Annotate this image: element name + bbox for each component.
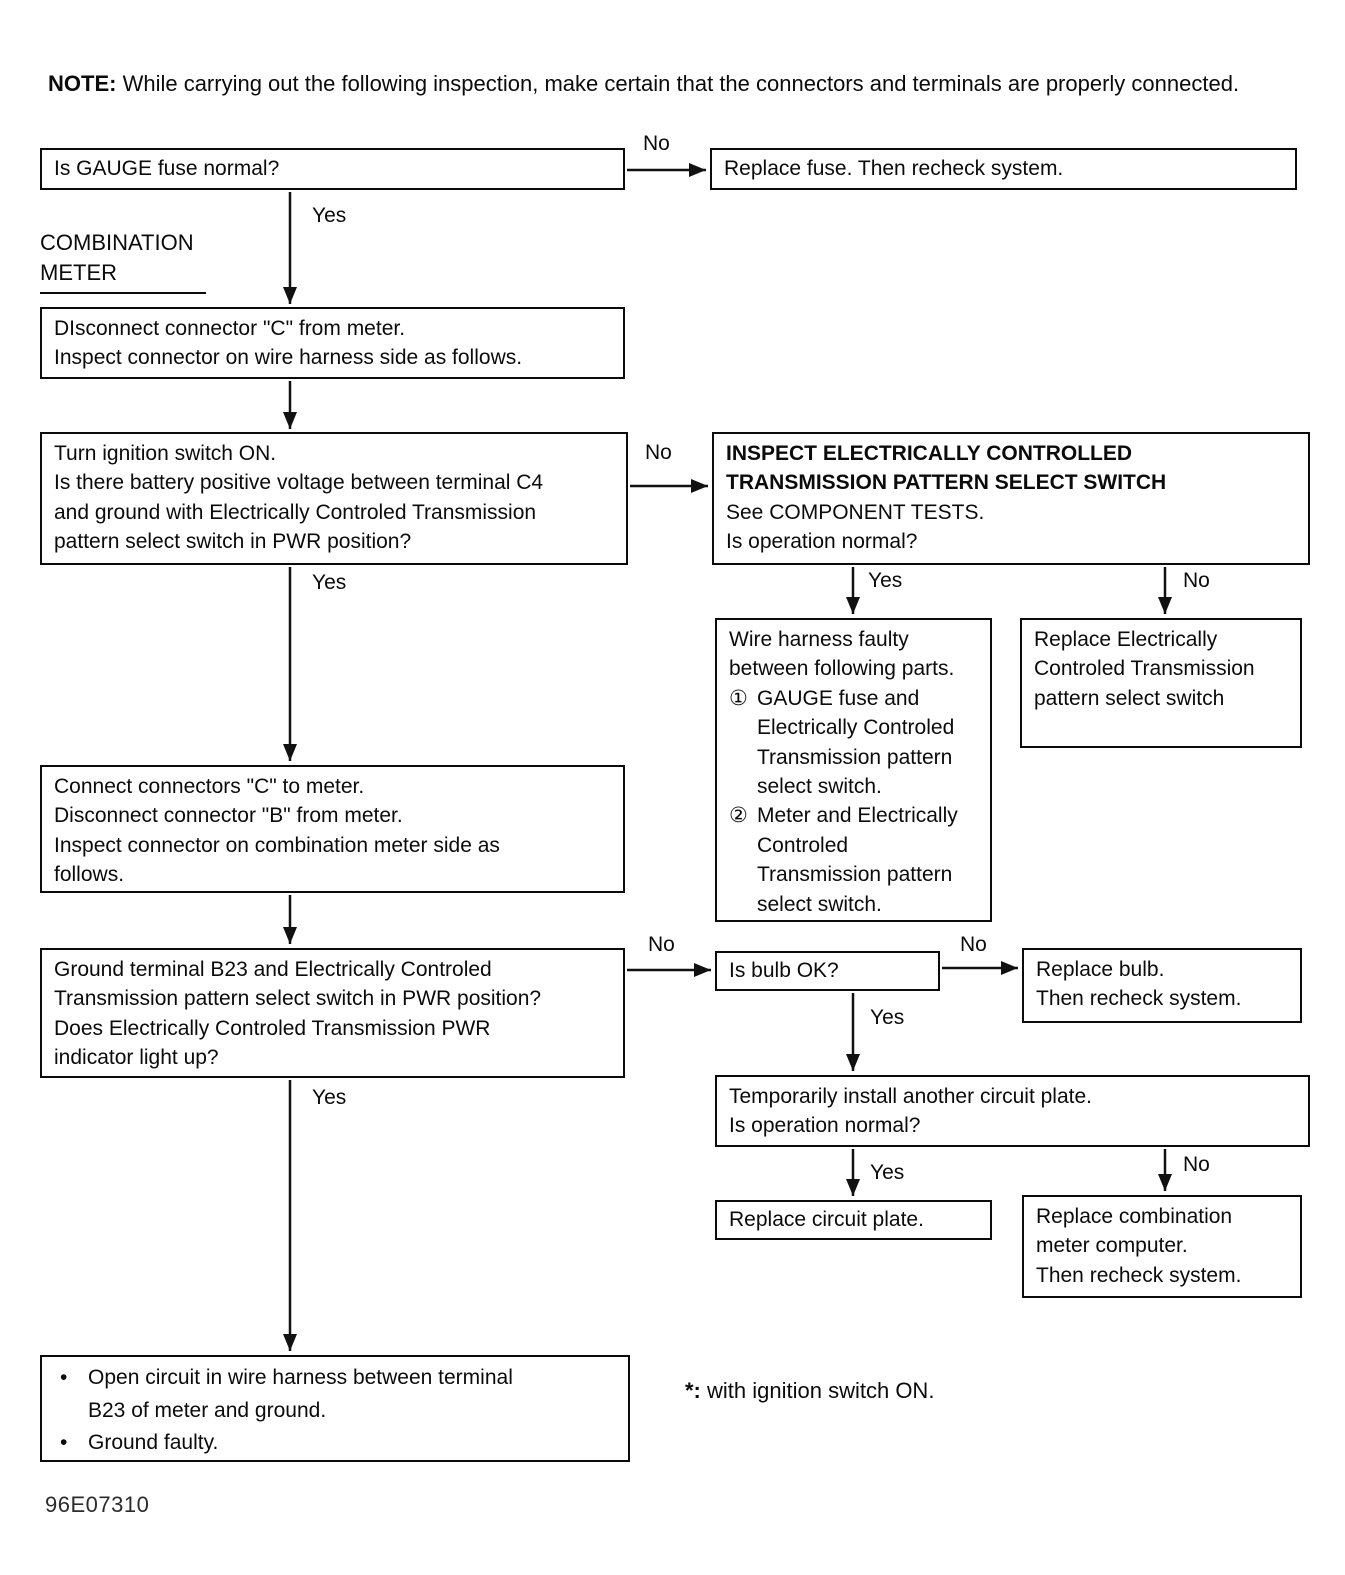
open-circuit-result-box xyxy=(40,1355,630,1462)
ground-terminal-b23-box xyxy=(40,948,625,1078)
box-text: Ground terminal B23 and Electrically Controled xyxy=(54,958,492,981)
wire-harness-item-text xyxy=(757,684,954,802)
box-text: pattern select switch xyxy=(1034,686,1225,710)
yes-label: Yes xyxy=(868,569,903,592)
box-text: Electrically Controled xyxy=(757,716,955,740)
box-text: Inspect connector on wire harness side as follows. xyxy=(54,346,523,370)
wire-harness-item xyxy=(729,801,978,919)
note-text: While carrying out the following inspection, make certain that the connectors and terminals are properly connected. xyxy=(122,71,1240,96)
no-label: No xyxy=(648,933,675,956)
bullet-item xyxy=(56,1427,616,1460)
box-text: Does Electrically Controled Transmission PWR xyxy=(54,1016,491,1040)
yes-label: Yes xyxy=(312,571,347,594)
ignition-voltage-check-box xyxy=(40,432,628,565)
box-text: See COMPONENT TESTS. xyxy=(726,500,985,524)
box-text: Disconnect connector "B" from meter. xyxy=(54,804,403,828)
box-text: Transmission pattern xyxy=(757,863,953,887)
box-title: INSPECT ELECTRICALLY CONTROLLED xyxy=(726,442,1133,465)
replace-circuit-plate-box xyxy=(715,1200,992,1240)
footnote-marker: *: xyxy=(685,1378,701,1403)
bullet-item xyxy=(56,1362,616,1427)
box-text: Controled Transmission xyxy=(1034,657,1255,681)
box-text: Replace Electrically xyxy=(1034,628,1218,651)
section-label-line2: METER xyxy=(40,259,117,285)
box-text: Then recheck system. xyxy=(1036,987,1242,1011)
box-text: select switch. xyxy=(757,892,882,916)
box-text: DIsconnect connector "C" from meter. xyxy=(54,317,406,340)
no-label: No xyxy=(1183,1153,1210,1176)
wire-harness-faulty-box xyxy=(715,618,992,922)
circuit-plate-test-box xyxy=(715,1075,1310,1147)
bullet-marker: • xyxy=(60,1431,68,1455)
no-label: No xyxy=(643,132,670,155)
note-label: NOTE: xyxy=(48,71,117,96)
bullet-item-text xyxy=(88,1362,513,1427)
box-title: TRANSMISSION PATTERN SELECT SWITCH xyxy=(726,471,1167,495)
yes-label: Yes xyxy=(870,1161,905,1184)
connect-connector-b-box xyxy=(40,765,625,893)
figure-id: 96E07310 xyxy=(45,1492,150,1517)
box-text: Replace fuse. Then recheck system. xyxy=(724,157,1064,181)
bullet-item-text xyxy=(88,1427,218,1460)
box-text: follows. xyxy=(54,863,125,887)
no-label: No xyxy=(1183,569,1210,592)
box-text: GAUGE fuse and xyxy=(757,686,920,710)
box-text: B23 of meter and ground. xyxy=(88,1398,327,1422)
box-text: and ground with Electrically Controled Transmission xyxy=(54,500,537,524)
replace-fuse-box xyxy=(710,148,1297,190)
box-text: Connect connectors "C" to meter. xyxy=(54,775,365,798)
box-text: Turn ignition switch ON. xyxy=(54,442,277,465)
combination-meter-label xyxy=(40,228,206,294)
box-text: Transmission pattern select switch in PWR position? xyxy=(54,987,542,1011)
box-text: Replace circuit plate. xyxy=(729,1208,924,1232)
box-text: Inspect connector on combination meter side as xyxy=(54,833,500,857)
box-text: between following parts. xyxy=(729,657,955,681)
box-text: Is there battery positive voltage between terminal C4 xyxy=(54,471,544,495)
box-text: Is GAUGE fuse normal? xyxy=(54,157,280,181)
note xyxy=(48,68,1253,100)
box-text: Temporarily install another circuit plate. xyxy=(729,1085,1092,1108)
no-label: No xyxy=(645,441,672,464)
box-text: Is operation normal? xyxy=(726,530,918,554)
circled-2-marker: ② xyxy=(729,804,748,828)
section-label-line1: COMBINATION xyxy=(40,230,194,255)
box-text: Ground faulty. xyxy=(88,1431,219,1455)
replace-select-switch-box xyxy=(1020,618,1302,748)
box-text: Meter and Electrically xyxy=(757,804,958,828)
box-text: Replace combination xyxy=(1036,1205,1233,1228)
disconnect-connector-c-box xyxy=(40,307,625,379)
yes-label: Yes xyxy=(312,1086,347,1109)
box-text: indicator light up? xyxy=(54,1046,219,1070)
box-text: select switch. xyxy=(757,774,882,798)
yes-label: Yes xyxy=(312,204,347,227)
wire-harness-item-text xyxy=(757,801,958,919)
box-text: pattern select switch in PWR position? xyxy=(54,530,412,554)
circled-1-marker: ① xyxy=(729,686,748,710)
yes-label: Yes xyxy=(870,1006,905,1029)
box-text: Then recheck system. xyxy=(1036,1263,1242,1287)
gauge-fuse-box xyxy=(40,148,625,190)
box-text: Transmission pattern xyxy=(757,745,953,769)
footnote-text: with ignition switch ON. xyxy=(707,1378,935,1403)
replace-meter-computer-box xyxy=(1022,1195,1302,1298)
no-label: No xyxy=(960,933,987,956)
box-text: Is bulb OK? xyxy=(729,959,839,983)
box-text: Is operation normal? xyxy=(729,1114,921,1138)
box-text: meter computer. xyxy=(1036,1234,1188,1258)
footnote xyxy=(685,1378,934,1404)
box-text: Controled xyxy=(757,833,849,857)
box-text: Replace bulb. xyxy=(1036,958,1165,981)
bulb-ok-box xyxy=(715,951,940,991)
wire-harness-item xyxy=(729,684,978,802)
box-text: Wire harness faulty xyxy=(729,628,909,651)
bullet-marker: • xyxy=(60,1366,68,1389)
replace-bulb-box xyxy=(1022,948,1302,1023)
inspect-select-switch-box xyxy=(712,432,1310,565)
box-text: Open circuit in wire harness between terminal xyxy=(88,1366,513,1389)
